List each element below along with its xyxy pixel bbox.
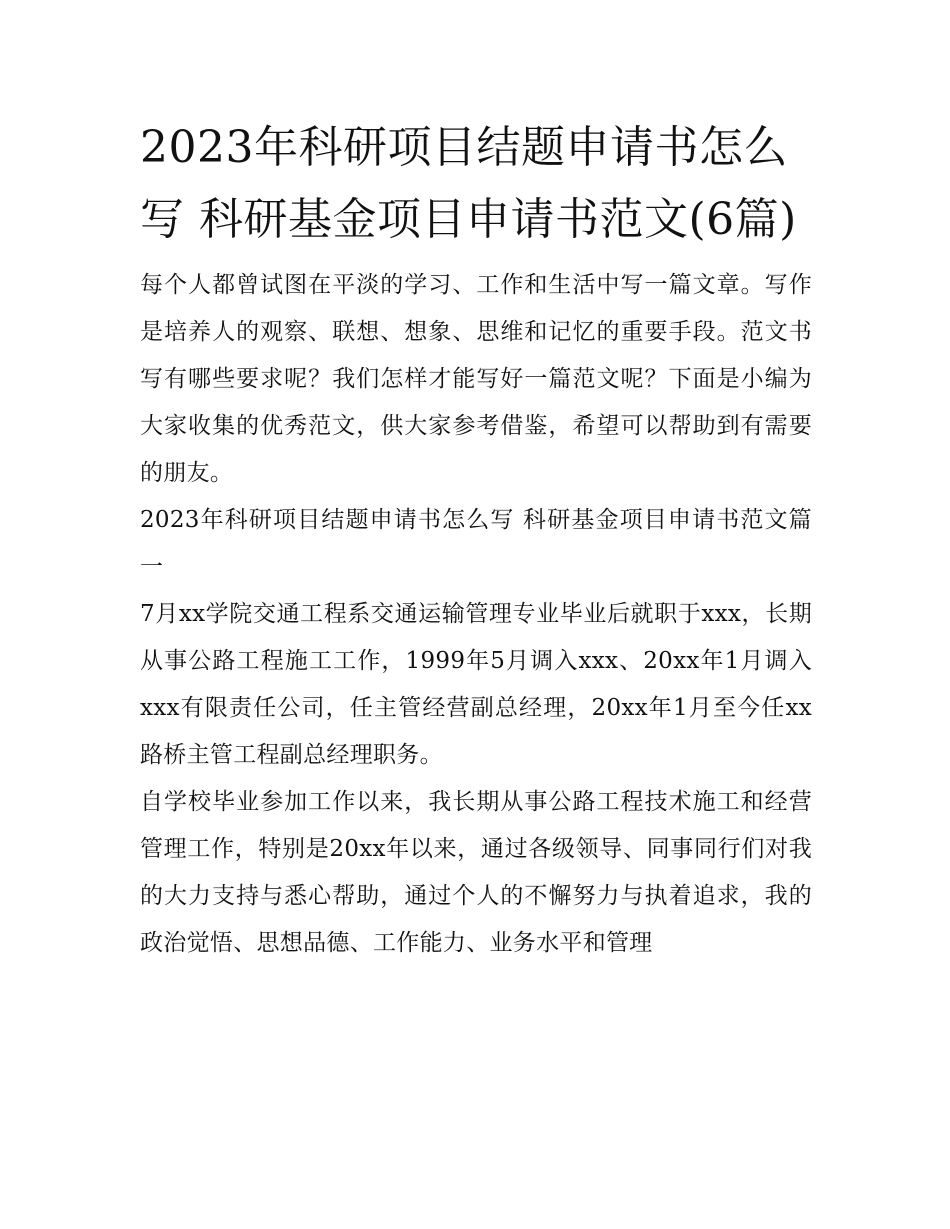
intro-paragraph: 每个人都曾试图在平淡的学习、工作和生活中写一篇文章。写作是培养人的观察、联想、想象、思维和记忆的重要手段。范文书写有哪些要求呢？我们怎样才能写好一篇范文呢？下面是小编为大家收集的优秀范文，供大家参考借鉴，希望可以帮助到有需要的朋友。: [140, 272, 812, 486]
body-paragraph: 7月xx学院交通工程系交通运输管理专业毕业后就职于xxx，长期从事公路工程施工工作，1999年5月调入xxx、20xx年1月调入xxx有限责任公司，任主管经营副总经理，20xx年1月至今任xx路桥主管工程副总经理职务。: [140, 601, 812, 768]
document-title: 2023年科研项目结题申请书怎么写 科研基金项目申请书范文(6篇): [140, 122, 797, 245]
section-heading: 2023年科研项目结题申请书怎么写 科研基金项目申请书范文篇一: [140, 507, 812, 580]
body-paragraph: 自学校毕业参加工作以来，我长期从事公路工程技术施工和经营管理工作，特别是20xx年以来，通过各级领导、同事同行们对我的大力支持与悉心帮助，通过个人的不懈努力与执着追求，我的政治觉悟、思想品德、工作能力、业务水平和管理: [140, 789, 812, 956]
document-body: [140, 112, 812, 967]
